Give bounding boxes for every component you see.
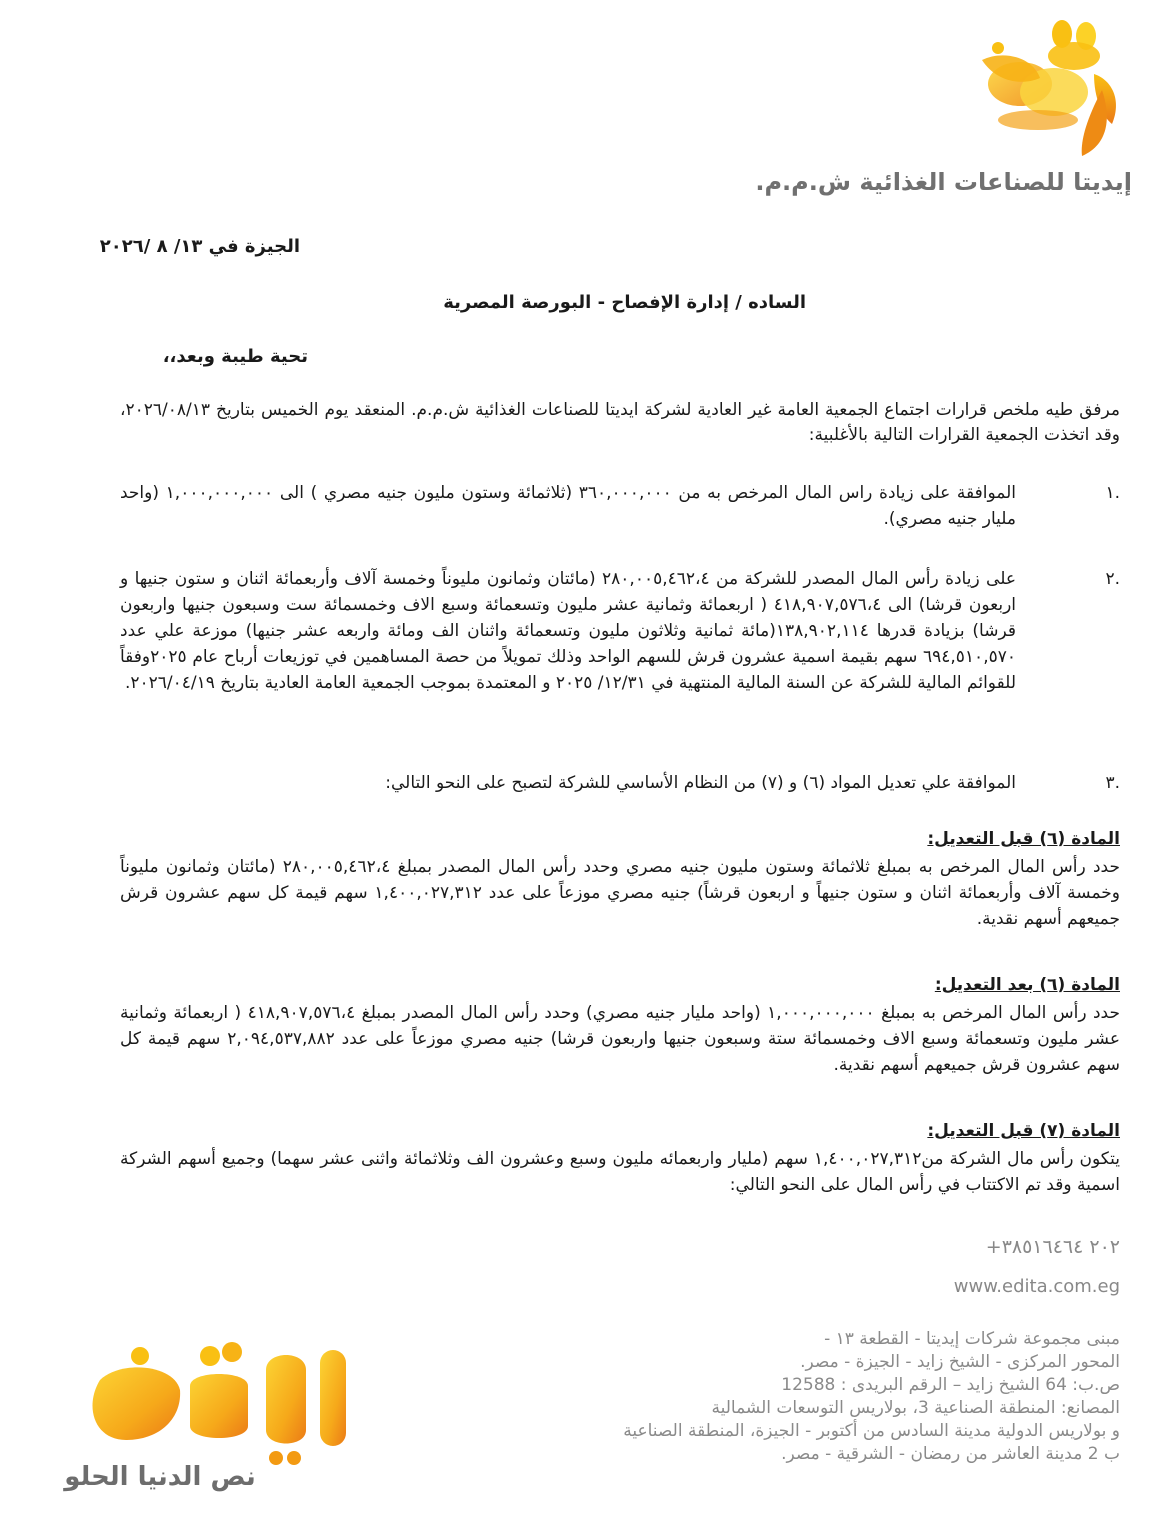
footer-address <box>500 1328 1120 1466</box>
address-line: المصانع: المنطقة الصناعية 3، بولاريس التوسعات الشمالية <box>711 1398 1120 1418</box>
address-line: ب 2 مدينة العاشر من رمضان - الشرقية - مصر. <box>781 1444 1120 1464</box>
resolution-item-1 <box>120 480 1120 532</box>
resolution-text: الموافقة على زيادة راس المال المرخص به من ٣٦٠,٠٠٠,٠٠٠ (ثلاثمائة وستون مليون جنيه مصري ) الى ١,٠٠٠,٠٠٠,٠٠٠ (واحد مليار جنيه مصري). <box>120 483 1016 529</box>
article-text: حدد رأس المال المرخص به بمبلغ ١,٠٠٠,٠٠٠,٠٠٠ (واحد مليار جنيه مصري) وحدد رأس المال المصدر بمبلغ ٤١٨,٩٠٧,٥٧٦،٤ ( اربعمائة وثمانية عشر مليون وتسعمائة وسبع الاف وخمسمائة ستة وسبعون جنيها واربعون قرشا) جنيه مصري موزعاً على عدد ٢,٠٩٤,٥٣٧,٨٨٢ سهم قيمة كل سهم عشرون قرش جميعهم أسهم نقدية. <box>120 1003 1120 1075</box>
resolution-number: .٢ <box>1105 569 1120 589</box>
resolution-text: الموافقة علي تعديل المواد (٦) و (٧) من النظام الأساسي للشركة لتصبح على النحو التالي: <box>385 773 1016 793</box>
article-text: يتكون رأس مال الشركة من١,٤٠٠,٠٢٧,٣١٢ سهم (مليار واربعمائه مليون وسبع وعشرون الف وثلاثمائة واثنى عشر سهما) وجميع أسهم الشركة اسمية وقد تم الاكتتاب في رأس المال على النحو التالي: <box>120 1149 1121 1195</box>
resolution-number: .١ <box>1105 483 1120 503</box>
company-name: إيديتا للصناعات الغذائية ش.م.م. <box>755 168 1132 196</box>
address-line: مبنى مجموعة شركات إيديتا - القطعة ١٣ - <box>824 1329 1120 1349</box>
article-heading: المادة (٧) قبل التعديل: <box>927 1121 1120 1141</box>
letter-intro: مرفق طيه ملخص قرارات اجتماع الجمعية العامة غير العادية لشركة ايديتا للصناعات الغذائية ش.م.م. المنعقد يوم الخميس بتاريخ ٢٠٢٦/٠٨/١٣، وقد اتخذت الجمعية القرارات التالية بالأغلبية: <box>120 400 1120 445</box>
article-7-before <box>120 1118 1120 1198</box>
address-line: المحور المركزى - الشيخ زايد - الجيزة - مصر. <box>800 1352 1120 1372</box>
address-line: ص.ب: 64 الشيخ زايد – الرقم البريدى : 12588 <box>781 1375 1120 1395</box>
resolution-text: على زيادة رأس المال المصدر للشركة من ٢٨٠,٠٠٥,٤٦٢،٤ (مائتان وثمانون مليوناً وخمسة آلاف وأربعمائة اثنان و ستون جنيها و اربعون قرشا) الى ٤١٨,٩٠٧,٥٧٦،٤ ( اربعمائة وثمانية عشر مليون وتسعمائة وسبع الاف وخمسمائة ست وسبعون جنيها واربعون قرشا) بزيادة قدرها ١٣٨,٩٠٢,١١٤(مائة ثمانية وثلاثون مليون وتسعمائة واثنان الف ومائة واربعه عشر جنيها) موزعة علي عدد ٦٩٤,٥١٠,٥٧٠ سهم بقيمة اسمية عشرون قرش للسهم الواحد وذلك تمويلاً من حصة المساهمين في توزيعات أرباح عام ٢٠٢٥وفقاً للقوائم المالية للشركة عن السنة المالية المنتهية في ١٢/٣١/ ٢٠٢٥ و المعتمدة بموجب الجمعية العامة العادية بتاريخ ٢٠٢٦/٠٤/١٩. <box>120 569 1017 693</box>
letter-greeting: تحية طيبة وبعد،، <box>162 346 308 367</box>
article-heading: المادة (٦) بعد التعديل: <box>934 975 1120 995</box>
footer-website: www.edita.com.eg <box>953 1276 1120 1297</box>
edita-flower-logo-icon <box>962 20 1132 160</box>
letter-addressee: الساده / إدارة الإفصاح - البورصة المصرية <box>443 292 806 313</box>
resolution-number: .٣ <box>1105 773 1120 793</box>
article-6-before <box>120 826 1120 932</box>
resolution-item-3 <box>120 770 1120 796</box>
article-6-after <box>120 972 1120 1078</box>
article-text: حدد رأس المال المرخص به بمبلغ ثلاثمائة وستون مليون جنيه مصري وحدد رأس المال المصدر بمبلغ ٢٨٠,٠٠٥,٤٦٢،٤ (مائتان وثمانون مليوناً وخمسة آلاف وأربعمائة اثنان و ستون جنيهاً و اربعون قرشاً) جنيه مصري موزعاً على عدد ١,٤٠٠,٠٢٧,٣١٢ سهم قيمة كل سهم عشرون قرش جميعهم أسهم نقدية. <box>120 857 1120 929</box>
brand-slogan: نص الدنيا الحلو <box>64 1462 256 1492</box>
article-heading: المادة (٦) قبل التعديل: <box>927 829 1120 849</box>
footer-phone: +٢٠٢ ٣٨٥١٦٤٦٤ <box>985 1236 1120 1258</box>
resolution-item-2 <box>120 566 1120 696</box>
address-line: و بولاريس الدولية مدينة السادس من أكتوبر - الجيزة، المنطقة الصناعية <box>623 1421 1120 1441</box>
letter-date: الجيزة في ١٣/ ٨ /٢٠٢٦ <box>99 236 300 257</box>
